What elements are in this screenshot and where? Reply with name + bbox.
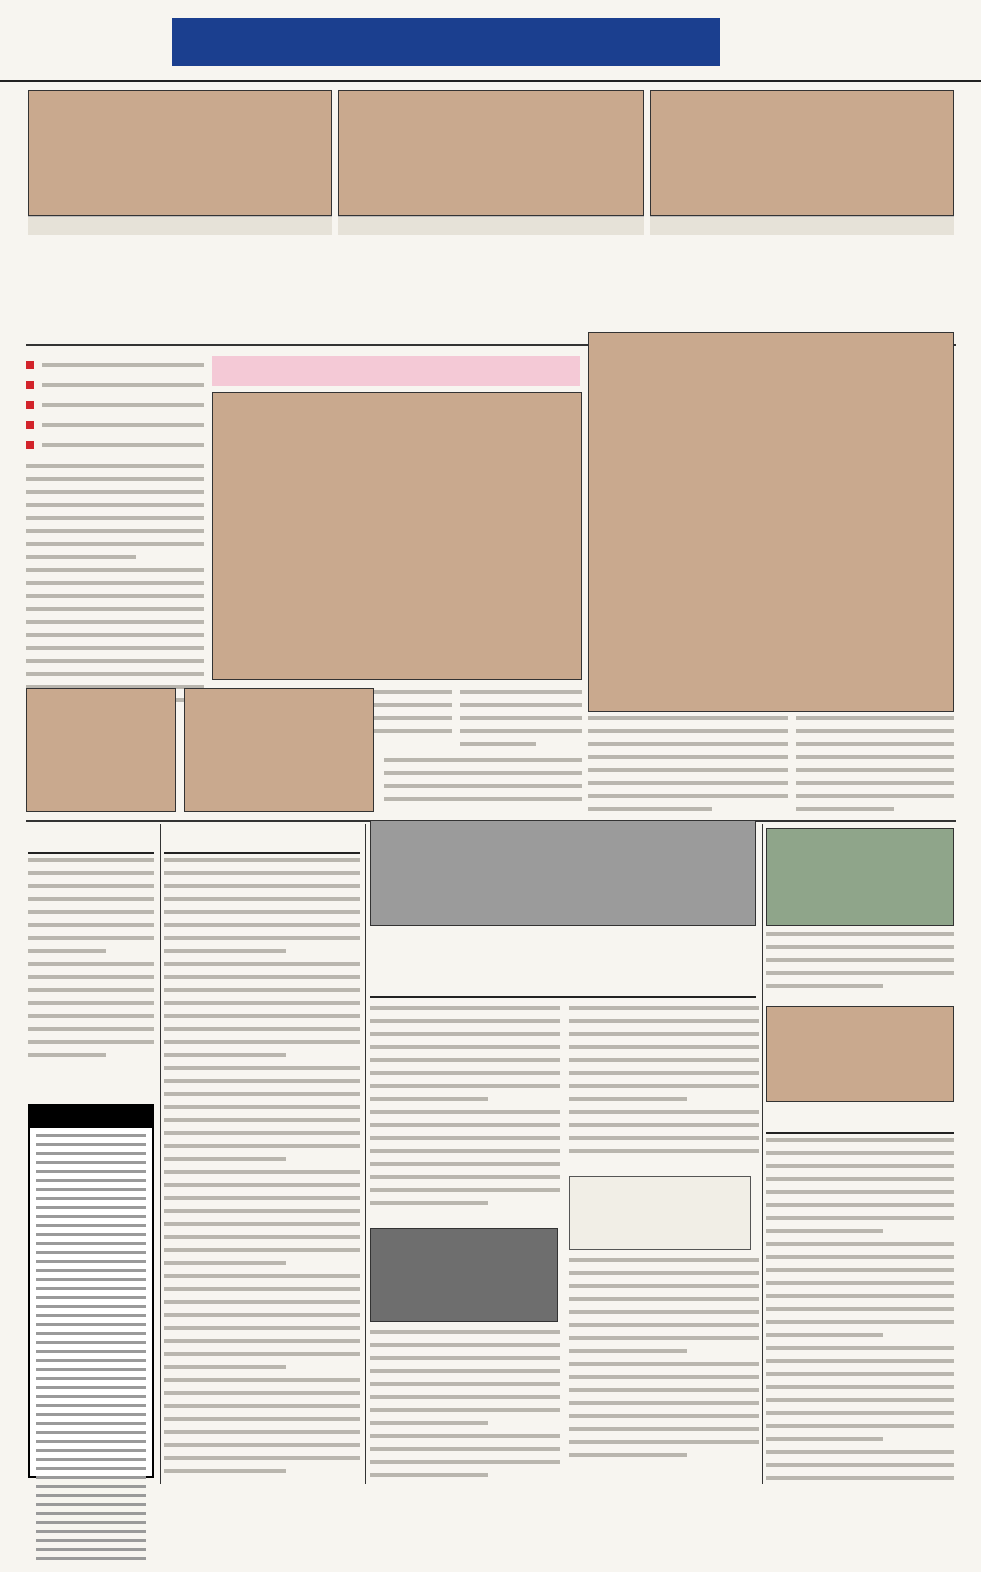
- lead-text-column-4: [588, 716, 788, 816]
- bullet-marker: [26, 361, 34, 369]
- top-photo-2-caption: [338, 216, 644, 235]
- lead-bullet: [26, 396, 204, 414]
- lead-photo-ambedkar-statue: [212, 392, 582, 680]
- brand-logo: [28, 22, 156, 58]
- road-protest-photo: [370, 1228, 558, 1322]
- bullet-text-line: [42, 363, 204, 367]
- lead-text-column-3: [460, 690, 582, 750]
- bullet-text-line: [42, 403, 204, 407]
- construction-site-photo: [370, 820, 756, 926]
- main-headline: [26, 240, 956, 336]
- public-notice-box: [28, 1104, 154, 1478]
- top-photo-3-caption: [650, 216, 954, 235]
- bullet-text-line: [42, 383, 204, 387]
- top-photo-1: [28, 90, 332, 216]
- date-line: [738, 26, 898, 58]
- bullet-marker: [26, 441, 34, 449]
- lead-text-column-5: [796, 716, 954, 816]
- top-photo-1-caption: [28, 216, 332, 235]
- top-photo-2: [338, 90, 644, 216]
- lead-text-column-1: [26, 464, 204, 726]
- lead-inset-photo-2: [184, 688, 374, 812]
- section-1-text: [28, 858, 154, 1098]
- section-3-text-right: [569, 1006, 759, 1170]
- classical-dance-photo: [766, 1006, 954, 1102]
- section-2-text: [164, 858, 360, 1482]
- callout-box: [569, 1176, 751, 1250]
- bullet-text-line: [42, 443, 204, 447]
- section-3-text-left: [370, 1006, 560, 1220]
- edition-title-band: [172, 18, 720, 66]
- section-4-text-right: [569, 1258, 759, 1482]
- column-divider: [160, 824, 161, 1484]
- lead-inset-photo-1: [26, 688, 176, 812]
- lead-bullets: [26, 356, 204, 454]
- lead-bullet: [26, 356, 204, 374]
- lead-bullet: [26, 376, 204, 394]
- bullet-text-line: [42, 423, 204, 427]
- section-heading-4: [766, 1108, 954, 1134]
- section-4-text-left: [370, 1330, 560, 1482]
- lead-bullet: [26, 416, 204, 434]
- public-notice-title: [30, 1106, 152, 1128]
- bullet-marker: [26, 381, 34, 389]
- lead-bullet: [26, 436, 204, 454]
- bullet-marker: [26, 421, 34, 429]
- top-photo-3: [650, 90, 954, 216]
- lead-photo-right: [588, 332, 954, 712]
- lead-text-column-6: [384, 758, 582, 812]
- column-divider: [365, 824, 366, 1484]
- section-5-text: [766, 1138, 954, 1482]
- bullet-marker: [26, 401, 34, 409]
- column-divider: [762, 824, 763, 1484]
- section-heading-2: [164, 828, 360, 854]
- section-heading-3: [370, 960, 756, 998]
- lead-subhead-band: [212, 356, 580, 386]
- masthead: [0, 0, 981, 82]
- section-heading-1: [28, 828, 154, 854]
- student-dance-photo: [766, 828, 954, 926]
- student-dance-text: [766, 932, 954, 998]
- page-number: [904, 18, 960, 66]
